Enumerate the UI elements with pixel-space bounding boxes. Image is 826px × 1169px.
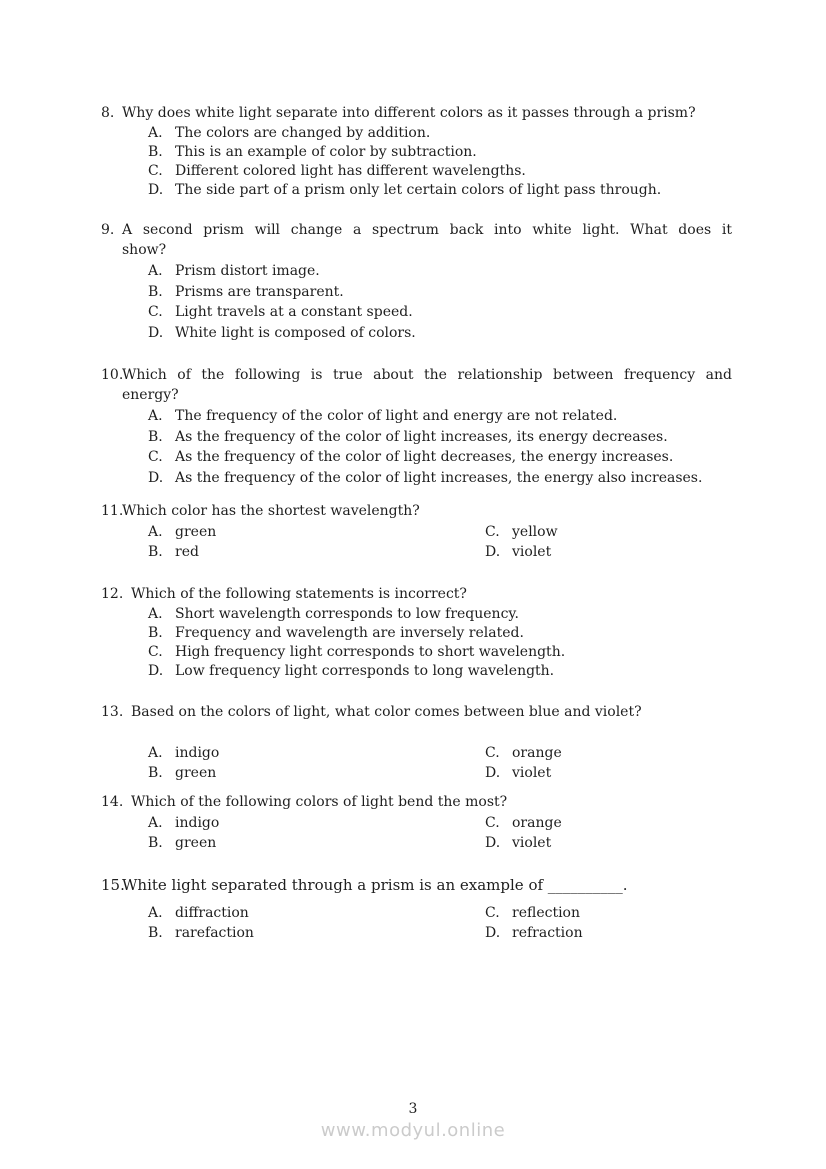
option-d bbox=[148, 662, 732, 681]
options bbox=[100, 903, 732, 943]
options bbox=[100, 261, 732, 343]
option-label: A. bbox=[148, 408, 163, 424]
question-text bbox=[100, 702, 732, 722]
option-text: green bbox=[175, 524, 217, 540]
option-d bbox=[148, 468, 732, 489]
option-text: As the frequency of the color of light increases, its energy decreases. bbox=[175, 428, 668, 445]
option-text: As the frequency of the color of light increases, the energy also increases. bbox=[175, 469, 703, 486]
option-text: rarefaction bbox=[175, 925, 254, 941]
option-text: green bbox=[175, 835, 217, 851]
option-text: High frequency light corresponds to short wavelength. bbox=[175, 644, 566, 660]
option-c bbox=[148, 447, 732, 468]
option-text: orange bbox=[512, 745, 562, 761]
option-label: A. bbox=[148, 815, 163, 831]
option-a bbox=[148, 903, 485, 923]
question-text-line: White light separated through a prism is an example of __________. bbox=[122, 876, 628, 894]
option-label: A. bbox=[148, 125, 163, 141]
option-b bbox=[148, 282, 732, 303]
option-label: A. bbox=[148, 745, 163, 761]
option-b bbox=[148, 624, 732, 643]
option-label: D. bbox=[485, 765, 501, 781]
option-text: Short wavelength corresponds to low frequency. bbox=[175, 606, 519, 622]
question-text-line: show? bbox=[122, 242, 167, 258]
option-label: C. bbox=[148, 449, 163, 465]
question-text-line: Which of the following colors of light bend the most? bbox=[131, 794, 508, 810]
option-label: C. bbox=[148, 644, 163, 660]
option-a bbox=[148, 124, 732, 143]
option-a bbox=[148, 813, 485, 833]
options bbox=[100, 744, 732, 784]
question-text bbox=[100, 365, 732, 405]
question-text bbox=[100, 584, 732, 604]
option-a bbox=[148, 744, 485, 764]
option-text: orange bbox=[512, 815, 562, 831]
option-d bbox=[148, 323, 732, 344]
option-label: D. bbox=[148, 182, 164, 198]
option-text: green bbox=[175, 765, 217, 781]
option-b bbox=[148, 833, 485, 853]
option-c bbox=[148, 162, 732, 181]
question-number: 15. bbox=[101, 876, 125, 894]
question-11 bbox=[100, 501, 732, 562]
option-text: Prism distort image. bbox=[175, 263, 320, 279]
question-number: 8. bbox=[101, 105, 115, 121]
option-text: indigo bbox=[175, 745, 220, 761]
question-text-line: Based on the colors of light, what color comes between blue and violet? bbox=[131, 704, 642, 720]
question-number: 14. bbox=[101, 794, 124, 810]
option-b bbox=[148, 542, 485, 562]
option-text: Low frequency light corresponds to long wavelength. bbox=[175, 663, 555, 679]
option-a bbox=[148, 406, 732, 427]
options bbox=[100, 124, 732, 200]
question-text-line: Which of the following statements is incorrect? bbox=[131, 586, 467, 602]
option-text: violet bbox=[512, 544, 552, 560]
option-label: C. bbox=[485, 905, 500, 921]
option-text: indigo bbox=[175, 815, 220, 831]
option-label: B. bbox=[148, 625, 163, 641]
question-13 bbox=[100, 702, 732, 784]
question-12 bbox=[100, 584, 732, 681]
question-number: 12. bbox=[101, 586, 124, 602]
option-c bbox=[485, 813, 732, 833]
option-b bbox=[148, 923, 485, 943]
option-label: C. bbox=[485, 745, 500, 761]
question-10 bbox=[100, 365, 732, 488]
option-label: C. bbox=[148, 163, 163, 179]
option-label: A. bbox=[148, 263, 163, 279]
question-number: 9. bbox=[101, 222, 115, 238]
question-text-line: energy? bbox=[122, 387, 179, 403]
question-text bbox=[100, 501, 732, 521]
option-text: violet bbox=[512, 765, 552, 781]
option-label: B. bbox=[148, 544, 163, 560]
option-label: C. bbox=[485, 815, 500, 831]
option-text: red bbox=[175, 544, 199, 560]
option-text: The colors are changed by addition. bbox=[175, 125, 431, 141]
question-number: 10. bbox=[101, 367, 124, 383]
option-d bbox=[485, 542, 732, 562]
option-label: B. bbox=[148, 765, 163, 781]
option-label: D. bbox=[148, 469, 164, 486]
option-label: D. bbox=[148, 663, 164, 679]
options bbox=[100, 813, 732, 853]
option-text: Light travels at a constant speed. bbox=[175, 304, 413, 320]
option-text: yellow bbox=[512, 524, 558, 540]
option-c bbox=[485, 522, 732, 542]
option-a bbox=[148, 522, 485, 542]
option-label: A. bbox=[148, 606, 163, 622]
question-text bbox=[100, 875, 732, 896]
option-text: reflection bbox=[512, 905, 580, 921]
question-text bbox=[100, 220, 732, 260]
option-a bbox=[148, 605, 732, 624]
option-d bbox=[148, 181, 732, 200]
option-label: B. bbox=[148, 144, 163, 160]
question-text bbox=[100, 103, 732, 123]
option-label: D. bbox=[148, 324, 164, 341]
option-c bbox=[485, 903, 732, 923]
option-label: D. bbox=[485, 925, 501, 941]
option-text: diffraction bbox=[175, 905, 249, 921]
watermark: www.modyul.online bbox=[320, 1120, 506, 1141]
option-label: B. bbox=[148, 428, 163, 445]
option-label: B. bbox=[148, 283, 163, 300]
options bbox=[100, 406, 732, 488]
option-label: B. bbox=[148, 835, 163, 851]
option-text: Different colored light has different wavelengths. bbox=[175, 163, 526, 179]
option-label: A. bbox=[148, 524, 163, 540]
question-14 bbox=[100, 792, 732, 853]
option-b bbox=[148, 427, 732, 448]
option-text: refraction bbox=[512, 925, 583, 941]
option-text: Frequency and wavelength are inversely related. bbox=[175, 625, 524, 641]
question-text-line: Why does white light separate into different colors as it passes through a prism? bbox=[122, 105, 696, 121]
option-label: C. bbox=[148, 304, 163, 320]
option-text: The frequency of the color of light and energy are not related. bbox=[175, 408, 618, 424]
option-label: D. bbox=[485, 835, 501, 851]
option-text: As the frequency of the color of light decreases, the energy increases. bbox=[175, 449, 674, 465]
option-c bbox=[485, 744, 732, 764]
question-15 bbox=[100, 875, 732, 943]
option-text: Prisms are transparent. bbox=[175, 283, 344, 300]
option-d bbox=[485, 764, 732, 784]
option-text: This is an example of color by subtraction. bbox=[175, 144, 477, 160]
page-number: 3 bbox=[408, 1101, 418, 1117]
option-label: C. bbox=[485, 524, 500, 540]
option-c bbox=[148, 643, 732, 662]
question-text-line: Which of the following is true about the relationship between frequency and bbox=[122, 367, 732, 383]
option-d bbox=[485, 833, 732, 853]
question-text bbox=[100, 792, 732, 812]
question-text-line: Which color has the shortest wavelength? bbox=[122, 503, 420, 519]
question-number: 13. bbox=[101, 704, 124, 720]
option-b bbox=[148, 764, 485, 784]
option-c bbox=[148, 302, 732, 323]
option-label: D. bbox=[485, 544, 501, 560]
options bbox=[100, 605, 732, 681]
question-9 bbox=[100, 220, 732, 343]
option-text: The side part of a prism only let certain colors of light pass through. bbox=[175, 182, 662, 198]
question-8 bbox=[100, 103, 732, 200]
option-b bbox=[148, 143, 732, 162]
option-text: White light is composed of colors. bbox=[175, 324, 416, 341]
options bbox=[100, 522, 732, 562]
question-text-line: A second prism will change a spectrum back into white light. What does it bbox=[122, 222, 732, 238]
option-a bbox=[148, 261, 732, 282]
option-text: violet bbox=[512, 835, 552, 851]
option-label: A. bbox=[148, 905, 163, 921]
option-d bbox=[485, 923, 732, 943]
option-label: B. bbox=[148, 925, 163, 941]
question-number: 11. bbox=[101, 503, 124, 519]
